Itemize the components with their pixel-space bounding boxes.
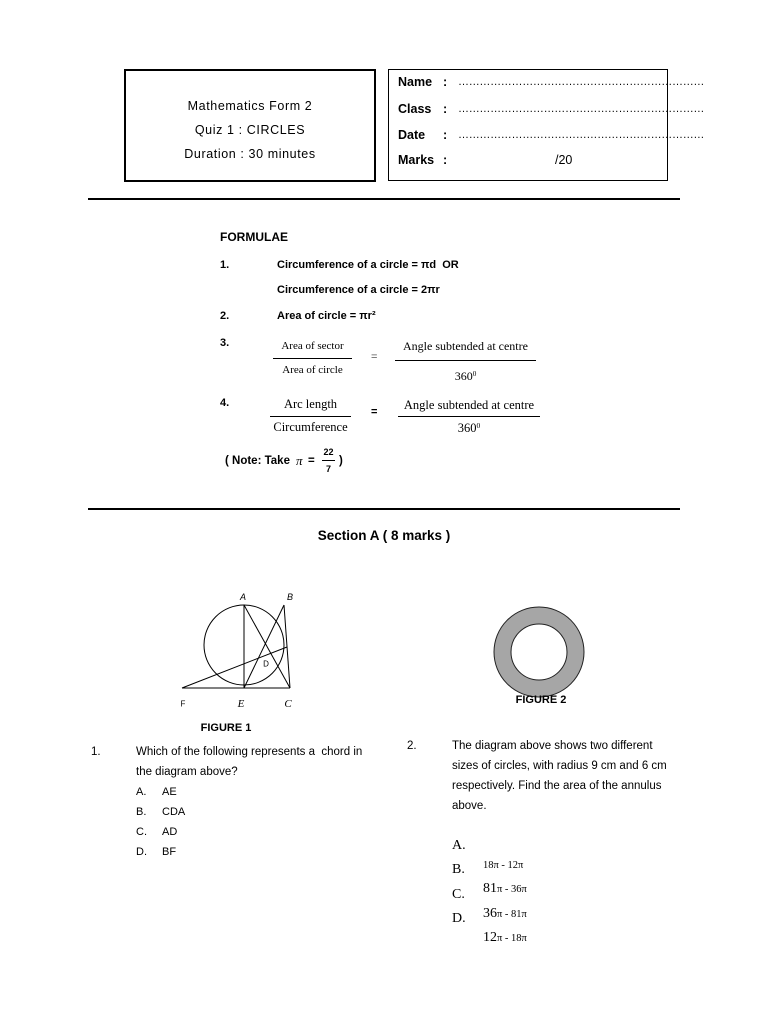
formula-4-left-fraction-bar: [270, 416, 351, 417]
formula-4-right-numerator: Angle subtended at centre: [403, 398, 535, 412]
question1-text-line-1: Which of the following represents a chord in: [136, 746, 363, 758]
formula-3-denominator-value: 360: [454, 369, 473, 383]
question1-option-a-text: AE: [162, 786, 177, 798]
label-d: D: [263, 659, 269, 669]
formula-3-degree-sign: 0: [472, 370, 477, 379]
quiz-title: Quiz 1 : CIRCLES: [194, 123, 306, 137]
question2-text-line-2: sizes of circles, with radius 9 cm and 6 cm: [452, 760, 667, 772]
question2-text-line-4: above.: [452, 800, 487, 812]
section-title: Section A ( 8 marks ): [317, 528, 451, 543]
figure1-caption: FIGURE 1: [200, 722, 252, 734]
formula-3-equals: =: [371, 351, 378, 363]
formula-4-degree-sign: 0: [476, 420, 481, 430]
question2-option-a: [452, 819, 524, 871]
formula-4-number: 4.: [220, 397, 230, 409]
question2-option-c-value: [483, 904, 527, 924]
name-blank: ……………………………………………………………: [458, 76, 705, 88]
marks-total: /20: [555, 153, 573, 167]
formula-2-number: 2.: [220, 310, 230, 322]
question1-option-c-letter: C.: [136, 826, 147, 838]
label-b: B: [286, 592, 294, 602]
label-e: E: [237, 698, 245, 710]
question1-option-b-text: CDA: [162, 806, 186, 818]
name-field: [398, 72, 705, 92]
formula-4-left-numerator: Arc length: [283, 397, 338, 411]
question1-option-b-letter: B.: [136, 806, 147, 818]
question2-option-c-letter: C.: [452, 887, 465, 902]
figure1-diagram: [170, 585, 305, 715]
question2-option-d-letter: D.: [452, 911, 466, 926]
note-fraction-numerator: 22: [323, 447, 334, 457]
question1-option-d-text: BF: [162, 846, 177, 858]
class-colon: :: [443, 102, 448, 116]
question2-option-b-lead: 81: [483, 881, 497, 896]
note-fraction-bar: [322, 460, 335, 461]
formula-3-number: 3.: [220, 337, 230, 349]
question2-number: 2.: [407, 740, 417, 752]
formula-1-number: 1.: [220, 259, 230, 271]
marks-field: [398, 150, 663, 170]
question2-option-a-expression: 18π - 12π: [483, 860, 524, 871]
formula-4-equals: =: [371, 406, 378, 418]
formula-3-right-fraction-bar: [395, 360, 536, 361]
formula-1-line-2: Circumference of a circle = 2πr: [277, 284, 440, 296]
formula-2-text: Area of circle = πr²: [277, 310, 376, 322]
date-field: [398, 125, 705, 145]
annulus-inner-circle: [511, 624, 567, 680]
question2-text-line-3: respectively. Find the area of the annulus: [452, 780, 662, 792]
question2-option-c-lead: 36: [483, 906, 497, 921]
student-fields-box: [388, 69, 705, 181]
formula-3-left-fraction-bar: [273, 358, 352, 359]
quiz-info-box: [124, 69, 376, 182]
date-colon: :: [443, 128, 448, 142]
formula-1-line-1: Circumference of a circle = πd OR: [277, 259, 459, 271]
name-label: Name: [398, 75, 433, 89]
formulae-heading: FORMULAE: [220, 230, 288, 244]
note-fraction-denominator: 7: [325, 464, 331, 474]
divider-top: [88, 198, 680, 200]
formula-4-denominator-value: 360: [457, 421, 477, 435]
label-f: F: [180, 699, 186, 709]
line-f-rising: [182, 647, 287, 688]
line-be: [244, 605, 284, 688]
marks-colon: :: [443, 153, 448, 167]
question1-text-line-2: the diagram above?: [136, 766, 238, 778]
question2-option-d-expression: π - 18π: [497, 933, 527, 944]
note-pi-symbol: π: [296, 453, 303, 468]
line-bc: [284, 605, 290, 688]
question2-option-a-value: [483, 855, 523, 875]
label-a: A: [239, 592, 247, 602]
question2-option-d-lead: 12: [483, 930, 497, 945]
note-suffix: ): [339, 455, 343, 467]
class-field: [398, 99, 705, 119]
date-label: Date: [398, 128, 426, 142]
question1-option-c-text: AD: [162, 826, 178, 838]
question1-number: 1.: [91, 746, 101, 758]
question1-option-a-letter: A.: [136, 786, 147, 798]
figure2-annulus: [492, 605, 586, 699]
question2-option-c-expression: π - 81π: [497, 909, 527, 920]
quiz-duration: Duration : 30 minutes: [184, 147, 316, 161]
note-equals: =: [308, 455, 315, 467]
formula-3-right-denominator: [395, 369, 536, 383]
formula-4-right-denominator: [398, 420, 540, 436]
question2-option-b-expression: π - 36π: [497, 884, 527, 895]
question2-option-a-letter: A.: [452, 838, 466, 853]
question2-text-line-1: The diagram above shows two different: [452, 740, 653, 752]
formula-3-left-denominator: Area of circle: [282, 364, 343, 376]
name-colon: :: [443, 75, 448, 89]
class-blank: ……………………………………………………………: [458, 103, 705, 115]
question2-option-b-letter: B.: [452, 862, 465, 877]
divider-middle: [88, 508, 680, 510]
formula-4-left-denominator: Circumference: [273, 420, 348, 434]
formula-3-left-numerator: Area of sector: [281, 340, 344, 352]
date-blank: ……………………………………………………………: [458, 129, 705, 141]
formula-4-right-fraction-bar: [398, 416, 540, 417]
question2-option-b-value: [483, 879, 527, 899]
question2-option-d-value: [483, 928, 527, 948]
quiz-info-lines: [126, 94, 374, 166]
figure2-caption: FIGURE 2: [515, 694, 567, 706]
marks-label: Marks: [398, 153, 435, 167]
note-prefix: ( Note: Take: [225, 455, 290, 467]
line-ac: [244, 605, 290, 688]
class-label: Class: [398, 102, 432, 116]
label-c: C: [284, 698, 292, 710]
subject-title: Mathematics Form 2: [187, 99, 313, 113]
formula-3-right-numerator: Angle subtended at centre: [403, 339, 528, 353]
question1-option-d-letter: D.: [136, 846, 147, 858]
